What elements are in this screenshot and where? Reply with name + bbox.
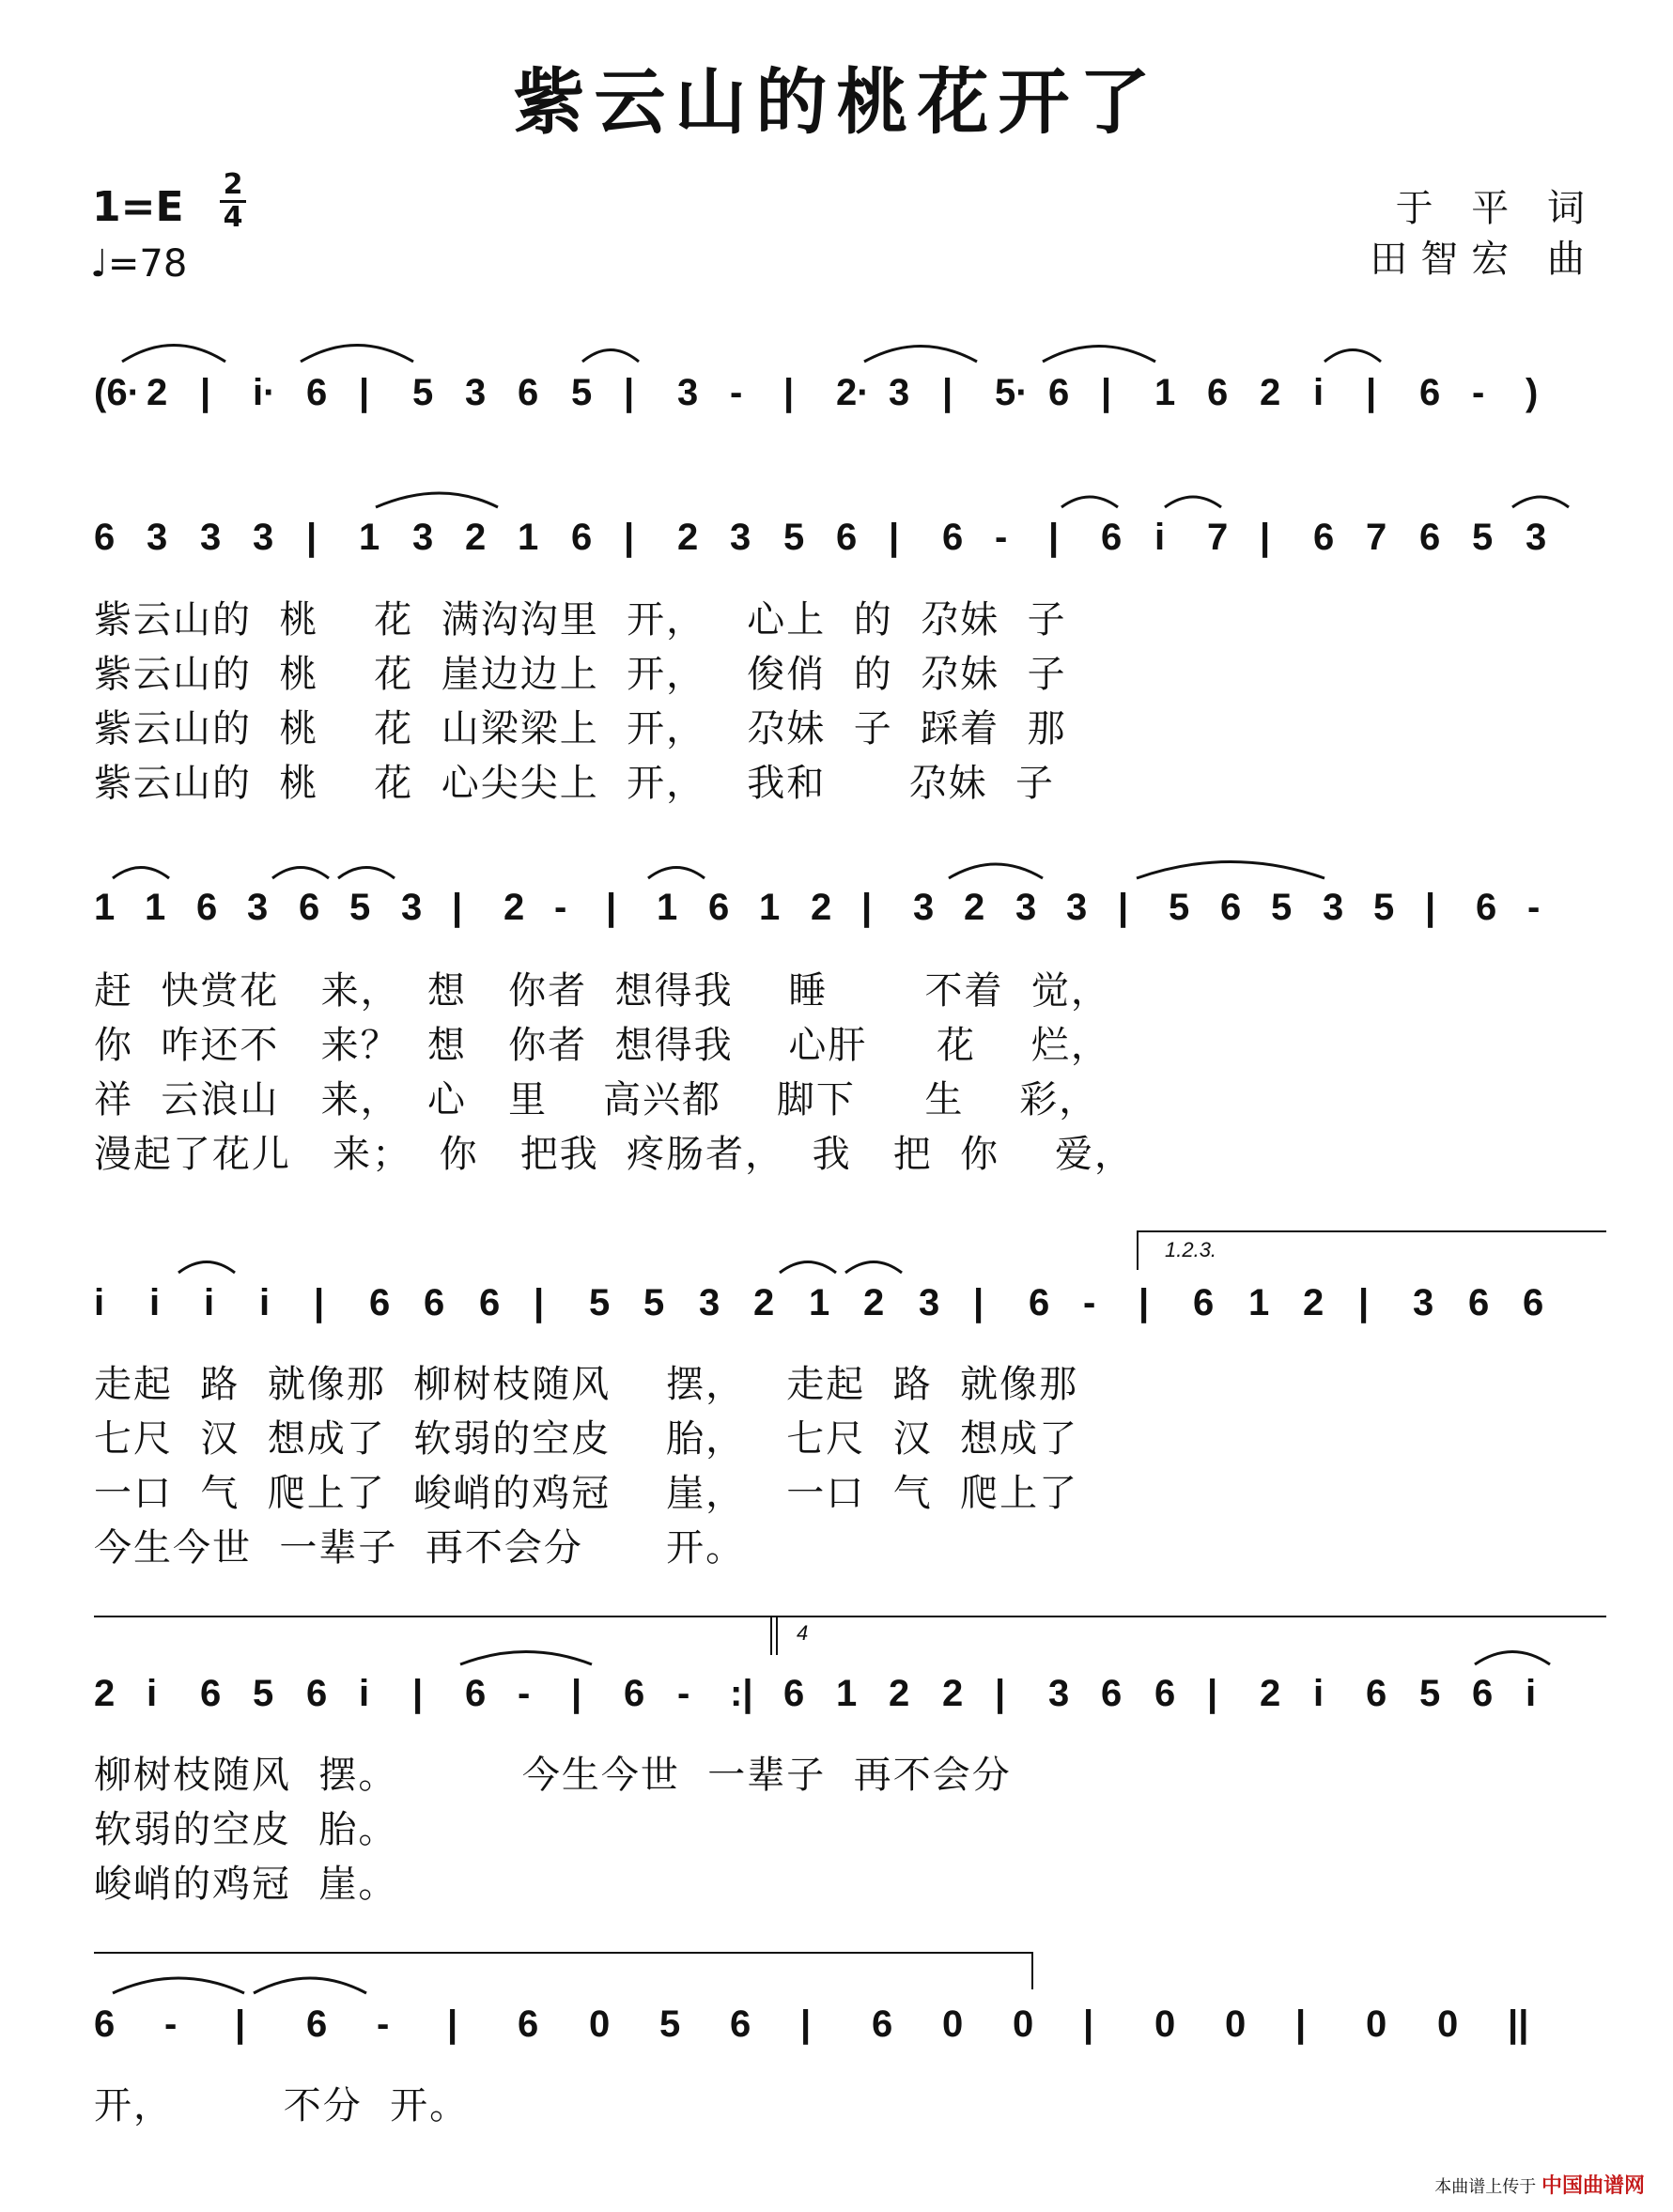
note: 6 bbox=[942, 517, 964, 558]
note: 2 bbox=[147, 372, 168, 413]
lyric-line: 漫起了花儿 来； 你 把我 疼肠者， 我 把 你 爱， bbox=[94, 1133, 1135, 1176]
note: 2 bbox=[811, 887, 832, 928]
barline: | bbox=[1260, 517, 1271, 558]
tempo-marking: ♩=78 bbox=[90, 242, 188, 286]
note: i· bbox=[253, 372, 276, 413]
note: 6 bbox=[783, 1673, 805, 1714]
note: 3 bbox=[401, 887, 423, 928]
note: 1 bbox=[836, 1673, 858, 1714]
note: 3 bbox=[147, 517, 168, 558]
lyric-line: 峻峭的鸡冠 崖。 bbox=[94, 1863, 398, 1906]
barline: | bbox=[534, 1282, 545, 1323]
note: 6 bbox=[624, 1673, 645, 1714]
barline: | bbox=[452, 887, 463, 928]
barline: | bbox=[973, 1282, 984, 1323]
note: 5 bbox=[1169, 887, 1190, 928]
note: 6 bbox=[94, 517, 116, 558]
note: - bbox=[554, 887, 567, 928]
barline: | bbox=[624, 372, 635, 413]
note: 6 bbox=[1101, 1673, 1123, 1714]
barline: | bbox=[1101, 372, 1112, 413]
lyric-line: 赶 快赏花 来， 想 你者 想得我 睡 不着 觉， bbox=[94, 969, 1110, 1013]
note: 2 bbox=[942, 1673, 964, 1714]
time-sig-bottom: 4 bbox=[223, 201, 243, 234]
note: 6 bbox=[708, 887, 730, 928]
note: 5 bbox=[412, 372, 434, 413]
note: 5 bbox=[643, 1282, 665, 1323]
barline: | bbox=[1083, 2003, 1094, 2045]
note: (6· bbox=[94, 372, 140, 413]
time-signature bbox=[218, 168, 248, 234]
note: 6 bbox=[369, 1282, 391, 1323]
note: 3 bbox=[699, 1282, 720, 1323]
note: 2 bbox=[863, 1282, 885, 1323]
note: i bbox=[204, 1282, 215, 1323]
barline: | bbox=[235, 2003, 246, 2045]
note: 7 bbox=[1207, 517, 1229, 558]
note: 6 bbox=[306, 372, 328, 413]
score-row-5 bbox=[94, 1673, 1597, 1739]
note: 6 bbox=[1207, 372, 1229, 413]
lyric-line: 七尺 汉 想成了 软弱的空皮 胎， 七尺 汉 想成了 bbox=[94, 1417, 1079, 1461]
note: 6 bbox=[196, 887, 218, 928]
note: 6 bbox=[1523, 1282, 1544, 1323]
note: 5 bbox=[1271, 887, 1293, 928]
note: 6 bbox=[1468, 1282, 1490, 1323]
note: 1 bbox=[359, 517, 380, 558]
note: 6 bbox=[1313, 517, 1335, 558]
barline: | bbox=[1358, 1282, 1370, 1323]
note: 2 bbox=[753, 1282, 775, 1323]
volta-second-ending: 4 bbox=[797, 1621, 809, 1645]
note: 3 bbox=[919, 1282, 940, 1323]
score-row-3 bbox=[94, 887, 1597, 952]
note: - bbox=[677, 1673, 690, 1714]
note: i bbox=[94, 1282, 105, 1323]
note: 1 bbox=[657, 887, 678, 928]
note: 0 bbox=[1437, 2003, 1459, 2045]
barline: | bbox=[942, 372, 953, 413]
note: 2 bbox=[465, 517, 487, 558]
note: 2 bbox=[1303, 1282, 1324, 1323]
note: 6 bbox=[1154, 1673, 1176, 1714]
note: 6 bbox=[94, 2003, 116, 2045]
note: 6 bbox=[1472, 1673, 1494, 1714]
note: 6 bbox=[1476, 887, 1497, 928]
note: 5 bbox=[589, 1282, 611, 1323]
barline: | bbox=[1118, 887, 1129, 928]
lyric-line: 一口 气 爬上了 峻峭的鸡冠 崖， 一口 气 爬上了 bbox=[94, 1472, 1079, 1515]
barline: | bbox=[889, 517, 900, 558]
score-row-2 bbox=[94, 517, 1597, 582]
note: 6 bbox=[836, 517, 858, 558]
lyric-line: 紫云山的 桃 花 满沟沟里 开， 心上 的 尕妹 子 bbox=[94, 598, 1067, 642]
note: 3 bbox=[913, 887, 935, 928]
volta-bracket-line bbox=[776, 1616, 778, 1655]
note: 3 bbox=[1323, 887, 1344, 928]
note: - bbox=[1083, 1282, 1096, 1323]
barline: | bbox=[447, 2003, 458, 2045]
note: 3 bbox=[1048, 1673, 1070, 1714]
page-title: 紫云山的桃花开了 bbox=[513, 60, 1160, 144]
note: 6 bbox=[479, 1282, 501, 1323]
lyric-line: 软弱的空皮 胎。 bbox=[94, 1808, 398, 1851]
note: 3 bbox=[677, 372, 699, 413]
note: 2 bbox=[889, 1673, 910, 1714]
note: 5 bbox=[1373, 887, 1395, 928]
note: 0 bbox=[1013, 2003, 1034, 2045]
note: 6 bbox=[200, 1673, 222, 1714]
note: 5· bbox=[995, 372, 1029, 413]
footer-prefix: 本曲谱上传于 bbox=[1434, 2177, 1537, 2197]
note: 6 bbox=[1193, 1282, 1215, 1323]
note: 2 bbox=[94, 1673, 116, 1714]
note: 6 bbox=[730, 2003, 751, 2045]
score-row-intro bbox=[94, 372, 1597, 438]
barline: | bbox=[1048, 517, 1060, 558]
note: 7 bbox=[1366, 517, 1387, 558]
note: 2· bbox=[836, 372, 870, 413]
note: 3 bbox=[412, 517, 434, 558]
note: 3 bbox=[247, 887, 269, 928]
barline: | bbox=[861, 887, 873, 928]
barline: || bbox=[1508, 2003, 1529, 2045]
note: 0 bbox=[1225, 2003, 1247, 2045]
note: 1 bbox=[94, 887, 116, 928]
note: - bbox=[518, 1673, 531, 1714]
lyric-line: 紫云山的 桃 花 心尖尖上 开， 我和 尕妹 子 bbox=[94, 762, 1056, 805]
barline: | bbox=[800, 2003, 812, 2045]
volta-bracket-line bbox=[1031, 1952, 1033, 1989]
lyric-line: 紫云山的 桃 花 崖边边上 开， 俊俏 的 尕妹 子 bbox=[94, 653, 1067, 696]
note: 6 bbox=[1220, 887, 1242, 928]
note: 2 bbox=[677, 517, 699, 558]
note: ) bbox=[1526, 372, 1539, 413]
note: - bbox=[164, 2003, 178, 2045]
note: 0 bbox=[589, 2003, 611, 2045]
barline: | bbox=[624, 517, 635, 558]
note: 1 bbox=[145, 887, 166, 928]
note: 3 bbox=[1066, 887, 1088, 928]
volta-bracket-line bbox=[94, 1616, 1606, 1617]
site-brand: 中国曲谱网 bbox=[1541, 2174, 1645, 2198]
barline: | bbox=[1366, 372, 1377, 413]
note: 3 bbox=[1526, 517, 1547, 558]
note: 6 bbox=[518, 2003, 539, 2045]
note: - bbox=[995, 517, 1008, 558]
note: i bbox=[259, 1282, 271, 1323]
note: i bbox=[1154, 517, 1166, 558]
note: i bbox=[1313, 1673, 1324, 1714]
note: 3 bbox=[730, 517, 751, 558]
lyricist-credit: 于 平 词 bbox=[1395, 187, 1598, 230]
note: 2 bbox=[1260, 372, 1281, 413]
barline: | bbox=[412, 1673, 424, 1714]
note: i bbox=[149, 1282, 161, 1323]
volta-bracket-line bbox=[770, 1616, 772, 1655]
note: - bbox=[1527, 887, 1541, 928]
note: i bbox=[1526, 1673, 1537, 1714]
note: 6 bbox=[465, 1673, 487, 1714]
note: i bbox=[147, 1673, 158, 1714]
note: 5 bbox=[253, 1673, 274, 1714]
note: 3 bbox=[889, 372, 910, 413]
lyric-line: 你 咋还不 来？ 想 你者 想得我 心肝 花 烂， bbox=[94, 1024, 1110, 1067]
barline: | bbox=[200, 372, 211, 413]
note: 6 bbox=[571, 517, 593, 558]
barline: | bbox=[1139, 1282, 1150, 1323]
note: 5 bbox=[1472, 517, 1494, 558]
lyric-line: 柳树枝随风 摆。 今生今世 一辈子 再不会分 bbox=[94, 1754, 1012, 1797]
note: 6 bbox=[872, 2003, 893, 2045]
note: 2 bbox=[503, 887, 525, 928]
note: 6 bbox=[518, 372, 539, 413]
time-sig-top: 2 bbox=[223, 168, 243, 201]
barline: | bbox=[1295, 2003, 1307, 2045]
volta-first-ending: 1.2.3. bbox=[1165, 1238, 1217, 1261]
barline: | bbox=[1207, 1673, 1218, 1714]
lyric-line: 开， 不分 开。 bbox=[94, 2084, 470, 2127]
note: 6 bbox=[1366, 1673, 1387, 1714]
note: 6 bbox=[306, 1673, 328, 1714]
note: 6 bbox=[299, 887, 320, 928]
lyric-line: 紫云山的 桃 花 山梁梁上 开， 尕妹 子 踩着 那 bbox=[94, 707, 1067, 750]
score-row-4 bbox=[94, 1282, 1597, 1348]
note: 0 bbox=[942, 2003, 964, 2045]
note: 6 bbox=[1419, 372, 1441, 413]
barline: :| bbox=[730, 1673, 753, 1714]
note: 3 bbox=[253, 517, 274, 558]
note: 6 bbox=[424, 1282, 445, 1323]
note: i bbox=[1313, 372, 1324, 413]
score-row-6 bbox=[94, 2003, 1597, 2069]
note: 1 bbox=[1154, 372, 1176, 413]
note: 0 bbox=[1154, 2003, 1176, 2045]
barline: | bbox=[606, 887, 617, 928]
note: 6 bbox=[1029, 1282, 1050, 1323]
note: 6 bbox=[1101, 517, 1123, 558]
note: 5 bbox=[659, 2003, 681, 2045]
note: 2 bbox=[1260, 1673, 1281, 1714]
volta-bracket-line bbox=[1137, 1230, 1139, 1270]
lyric-line: 今生今世 一辈子 再不会分 开。 bbox=[94, 1526, 746, 1570]
note: 1 bbox=[518, 517, 539, 558]
note: - bbox=[730, 372, 743, 413]
note: 6 bbox=[1048, 372, 1070, 413]
note: 3 bbox=[200, 517, 222, 558]
lyric-line: 走起 路 就像那 柳树枝随风 摆， 走起 路 就像那 bbox=[94, 1363, 1079, 1406]
note: 5 bbox=[783, 517, 805, 558]
note: 6 bbox=[306, 2003, 328, 2045]
note: 1 bbox=[759, 887, 781, 928]
barline: | bbox=[359, 372, 370, 413]
note: 1 bbox=[809, 1282, 830, 1323]
barline: | bbox=[314, 1282, 325, 1323]
note: 3 bbox=[465, 372, 487, 413]
note: 3 bbox=[1015, 887, 1037, 928]
barline: | bbox=[995, 1673, 1006, 1714]
note: 5 bbox=[1419, 1673, 1441, 1714]
barline: | bbox=[783, 372, 795, 413]
note: 5 bbox=[571, 372, 593, 413]
key-signature: 1=E bbox=[92, 183, 184, 231]
composer-credit: 田智宏 曲 bbox=[1370, 238, 1598, 281]
footer-attribution bbox=[1434, 2170, 1645, 2199]
barline: | bbox=[306, 517, 318, 558]
lyric-line: 祥 云浪山 来， 心 里 高兴都 脚下 生 彩， bbox=[94, 1078, 1099, 1121]
note: 2 bbox=[964, 887, 985, 928]
note: 6 bbox=[1419, 517, 1441, 558]
note: 3 bbox=[1413, 1282, 1434, 1323]
note: - bbox=[377, 2003, 390, 2045]
note: 1 bbox=[1248, 1282, 1270, 1323]
note: - bbox=[1472, 372, 1485, 413]
note: i bbox=[359, 1673, 370, 1714]
volta-bracket-line bbox=[94, 1952, 1033, 1954]
volta-bracket-line bbox=[1137, 1230, 1606, 1232]
note: 5 bbox=[349, 887, 371, 928]
barline: | bbox=[1425, 887, 1436, 928]
barline: | bbox=[571, 1673, 582, 1714]
note: 0 bbox=[1366, 2003, 1387, 2045]
